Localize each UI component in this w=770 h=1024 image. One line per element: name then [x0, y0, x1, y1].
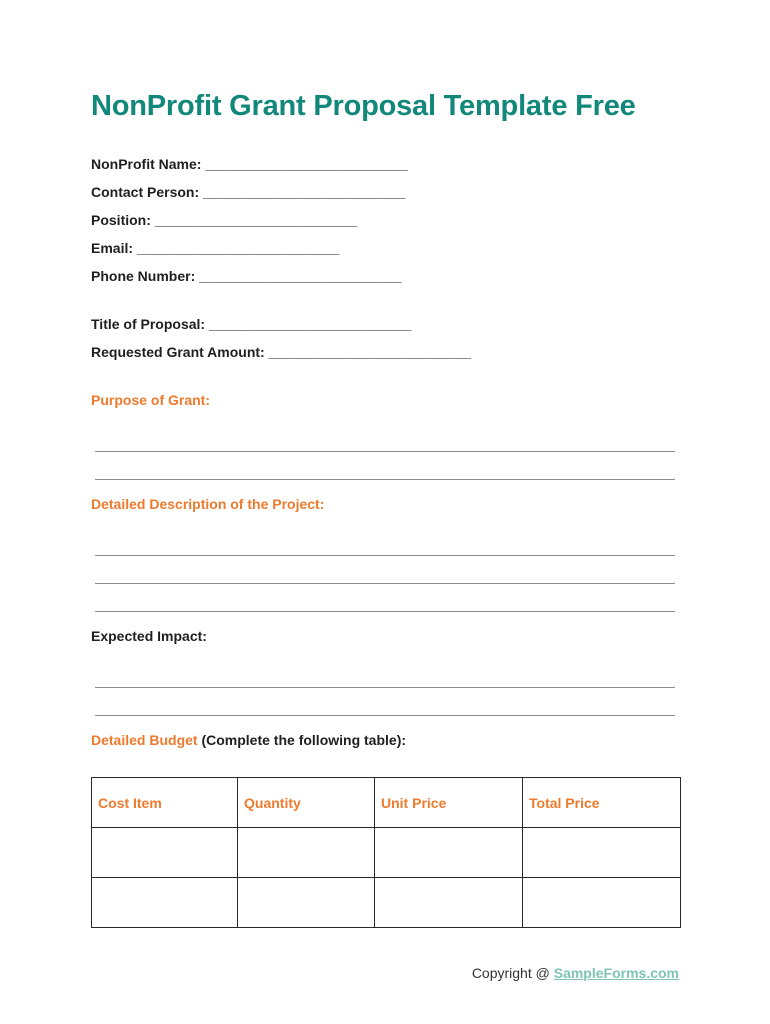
description-line-2	[95, 583, 675, 584]
section-description-heading: Detailed Description of the Project:	[91, 496, 325, 512]
table-row	[92, 828, 681, 878]
header-total-price: Total Price	[523, 778, 681, 828]
section-budget-heading	[91, 732, 406, 748]
budget-heading-note: (Complete the following table):	[197, 732, 407, 748]
purpose-line-2	[95, 479, 675, 480]
impact-line-1	[95, 687, 675, 688]
table-cell[interactable]	[92, 828, 238, 878]
section-impact-heading: Expected Impact:	[91, 628, 207, 644]
field-email: Email: __________________________	[91, 240, 340, 256]
field-contact-person: Contact Person: __________________________	[91, 184, 406, 200]
field-phone-number: Phone Number: __________________________	[91, 268, 402, 284]
table-cell[interactable]	[523, 828, 681, 878]
document-title: NonProfit Grant Proposal Template Free	[91, 90, 636, 122]
field-requested-grant-amount: Requested Grant Amount: __________________________	[91, 344, 472, 360]
field-position: Position: __________________________	[91, 212, 358, 228]
description-line-3	[95, 611, 675, 612]
budget-header-row	[92, 778, 681, 828]
budget-table	[91, 777, 681, 928]
footer-copyright	[472, 965, 679, 981]
purpose-line-1	[95, 451, 675, 452]
budget-heading-label: Detailed Budget	[91, 732, 198, 748]
header-unit-price: Unit Price	[375, 778, 523, 828]
header-quantity: Quantity	[238, 778, 375, 828]
header-cost-item: Cost Item	[92, 778, 238, 828]
footer-brand-link[interactable]: SampleForms.com	[553, 965, 679, 981]
description-line-1	[95, 555, 675, 556]
field-title-of-proposal: Title of Proposal: __________________________	[91, 316, 412, 332]
impact-line-2	[95, 715, 675, 716]
field-nonprofit-name: NonProfit Name: __________________________	[91, 156, 408, 172]
table-cell[interactable]	[523, 878, 681, 928]
table-cell[interactable]	[375, 828, 523, 878]
table-cell[interactable]	[92, 878, 238, 928]
table-cell[interactable]	[375, 878, 523, 928]
section-purpose-heading: Purpose of Grant:	[91, 392, 211, 408]
table-cell[interactable]	[238, 878, 375, 928]
table-row	[92, 878, 681, 928]
table-cell[interactable]	[238, 828, 375, 878]
footer-prefix: Copyright @	[471, 965, 554, 981]
